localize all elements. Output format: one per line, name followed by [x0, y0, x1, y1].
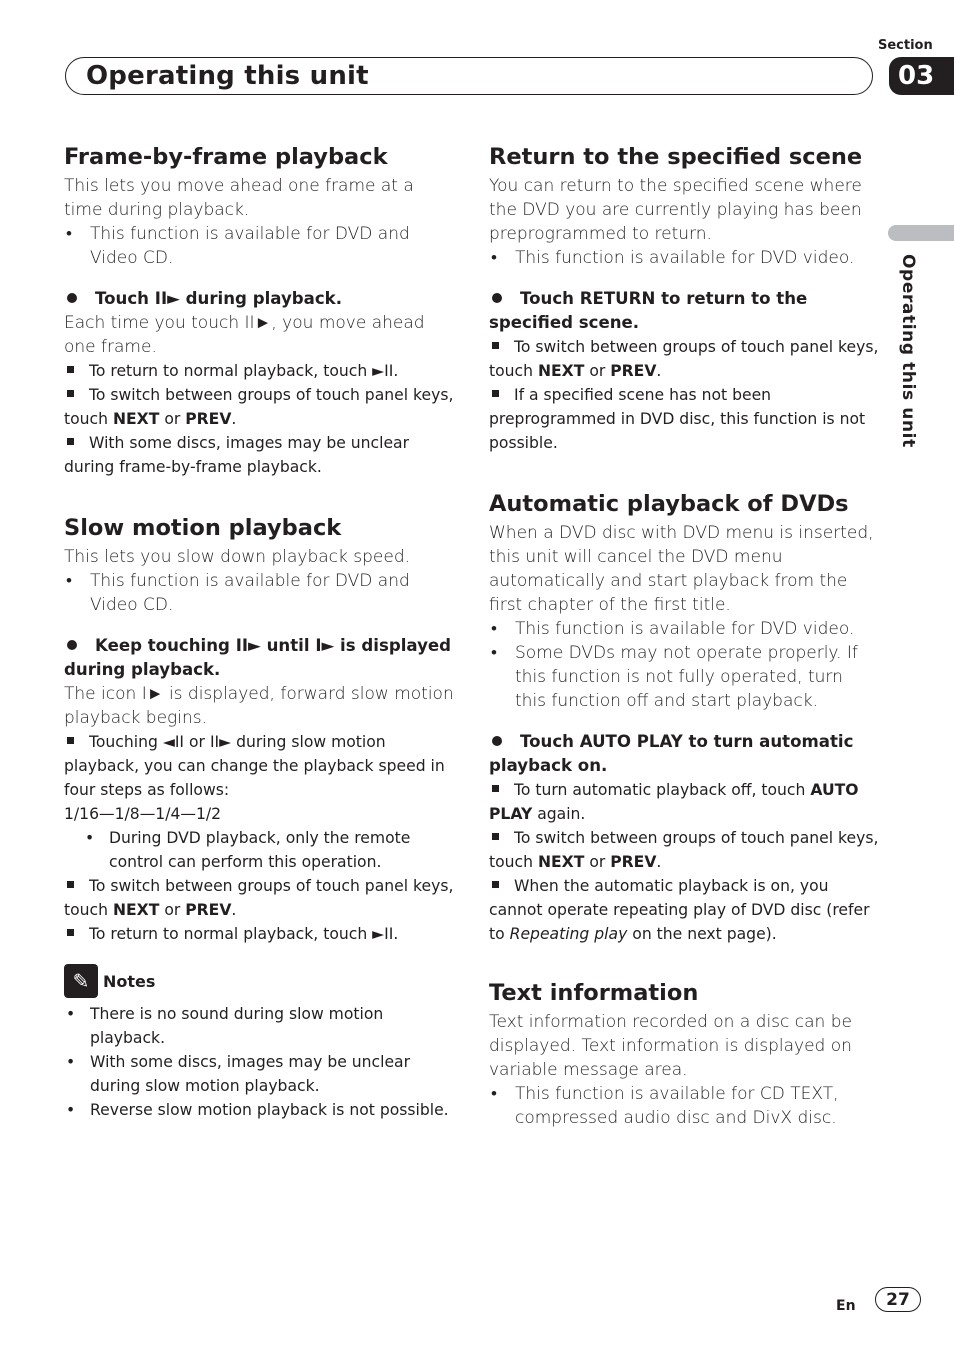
step-dot-icon [67, 293, 77, 303]
frame-bullet: • This function is available for DVD and Video CD. [64, 222, 454, 270]
text-info-section [489, 976, 879, 1130]
side-tab-marker [888, 225, 954, 241]
scene-bullet: • This function is available for DVD video. [489, 246, 879, 270]
auto-bullet-2: • Some DVDs may not operate properly. If this function is not fully operated, turn this function off and start playback. [489, 641, 879, 713]
slow-speeds: 1/16—1/8—1/4—1/2 [64, 805, 222, 823]
frame-step: Touch II► during playback. [64, 287, 454, 311]
header-bar [65, 57, 873, 95]
auto-bullet-1: • This function is available for DVD video. [489, 617, 879, 641]
square-bullet-icon [67, 438, 74, 445]
page-title: Operating this unit [86, 61, 369, 91]
square-bullet-icon [67, 366, 74, 373]
square-bullet-icon [492, 881, 499, 888]
step-dot-icon [67, 640, 77, 650]
slow-step: Keep touching II► until I► is displayed during playback. [64, 636, 452, 679]
play-pause-icon: ►II [372, 362, 394, 380]
square-bullet-icon [492, 833, 499, 840]
pause-step-icon: II► [209, 733, 232, 751]
play-pause-icon: ►II [372, 925, 394, 943]
square-bullet-icon [492, 342, 499, 349]
auto-intro: When a DVD disc with DVD menu is inserted, this unit will cancel the DVD menu automatically and start playback from the first chapter of the first title. [489, 523, 874, 615]
slow-section [64, 511, 454, 946]
scene-note-1: To switch between groups of touch panel keys, touch NEXT or PREV. [489, 338, 879, 380]
section-number: 03 [889, 57, 954, 95]
slow-bullet: • This function is available for DVD and Video CD. [64, 569, 454, 617]
step-dot-icon [492, 293, 502, 303]
note-item: • With some discs, images may be unclear during slow motion playback. [64, 1050, 454, 1098]
note-item: • There is no sound during slow motion playback. [64, 1002, 454, 1050]
frame-note-2: To switch between groups of touch panel keys, touch NEXT or PREV. [64, 386, 454, 428]
side-tab-label: Operating this unit [898, 254, 918, 448]
auto-note-2: To switch between groups of touch panel keys, touch NEXT or PREV. [489, 829, 879, 871]
scene-note-2: If a specified scene has not been preprogrammed in DVD disc, this function is not possible. [489, 386, 866, 452]
auto-step: Touch AUTO PLAY to turn automatic playback on. [489, 732, 854, 775]
language-label: En [836, 1298, 856, 1314]
auto-section [489, 487, 879, 946]
slow-sub-bullet: • During DVD playback, only the remote control can perform this operation. [64, 826, 454, 874]
text-info-intro: Text information recorded on a disc can be displayed. Text information is displayed on variable message area. [489, 1012, 852, 1080]
note-item: • Reverse slow motion playback is not possible. [64, 1098, 454, 1122]
step-back-icon: ◄II [162, 733, 185, 751]
slow-note-2: To switch between groups of touch panel keys, touch NEXT or PREV. [64, 877, 454, 919]
step-dot-icon [492, 736, 502, 746]
slow-note-3: To return to normal playback, touch ►II. [64, 922, 454, 946]
page-number: 27 [875, 1287, 921, 1312]
frame-note-1: To return to normal playback, touch ►II. [64, 359, 454, 383]
scene-step: Touch RETURN to return to the specified scene. [489, 289, 808, 332]
pencil-icon: ✎ [64, 964, 98, 998]
frame-desc: Each time you touch II►, you move ahead one frame. [64, 313, 425, 357]
text-info-bullet: • This function is available for CD TEXT, compressed audio disc and DivX disc. [489, 1082, 879, 1130]
slow-forward-icon: I► [315, 636, 335, 655]
auto-note-3: When the automatic playback is on, you cannot operate repeating play of DVD disc (refer to Repeating play on the next page). [489, 877, 870, 943]
notes-header [64, 964, 454, 998]
frame-heading: Frame-by-frame playback [64, 144, 388, 170]
frame-intro: This lets you move ahead one frame at a time during playback. [64, 176, 414, 220]
scene-section [489, 140, 879, 455]
slow-note-1: Touching ◄II or II► during slow motion playback, you can change the playback speed in four steps as follows: [64, 733, 445, 799]
pause-step-icon: II► [235, 636, 261, 655]
auto-note-1: To turn automatic playback off, touch AUTO PLAY again. [489, 781, 859, 823]
notes-section [64, 964, 454, 1122]
slow-forward-icon: I► [141, 684, 164, 704]
scene-intro: You can return to the specified scene where the DVD you are currently playing has been preprogrammed to return. [489, 176, 862, 244]
auto-heading: Automatic playback of DVDs [489, 491, 849, 517]
square-bullet-icon [67, 390, 74, 397]
scene-heading: Return to the specified scene [489, 144, 863, 170]
square-bullet-icon [67, 929, 74, 936]
slow-intro: This lets you slow down playback speed. [64, 547, 411, 567]
square-bullet-icon [67, 881, 74, 888]
notes-heading: Notes [103, 971, 156, 991]
pause-step-icon: II► [154, 289, 180, 308]
square-bullet-icon [492, 390, 499, 397]
text-info-heading: Text information [489, 980, 699, 1006]
square-bullet-icon [67, 737, 74, 744]
frame-note-3: With some discs, images may be unclear during frame-by-frame playback. [64, 434, 409, 476]
square-bullet-icon [492, 785, 499, 792]
slow-desc: The icon I► is displayed, forward slow motion playback begins. [64, 684, 454, 728]
slow-heading: Slow motion playback [64, 515, 342, 541]
section-label: Section [878, 38, 933, 53]
frame-section [64, 140, 454, 479]
pause-step-icon: II► [244, 313, 272, 333]
